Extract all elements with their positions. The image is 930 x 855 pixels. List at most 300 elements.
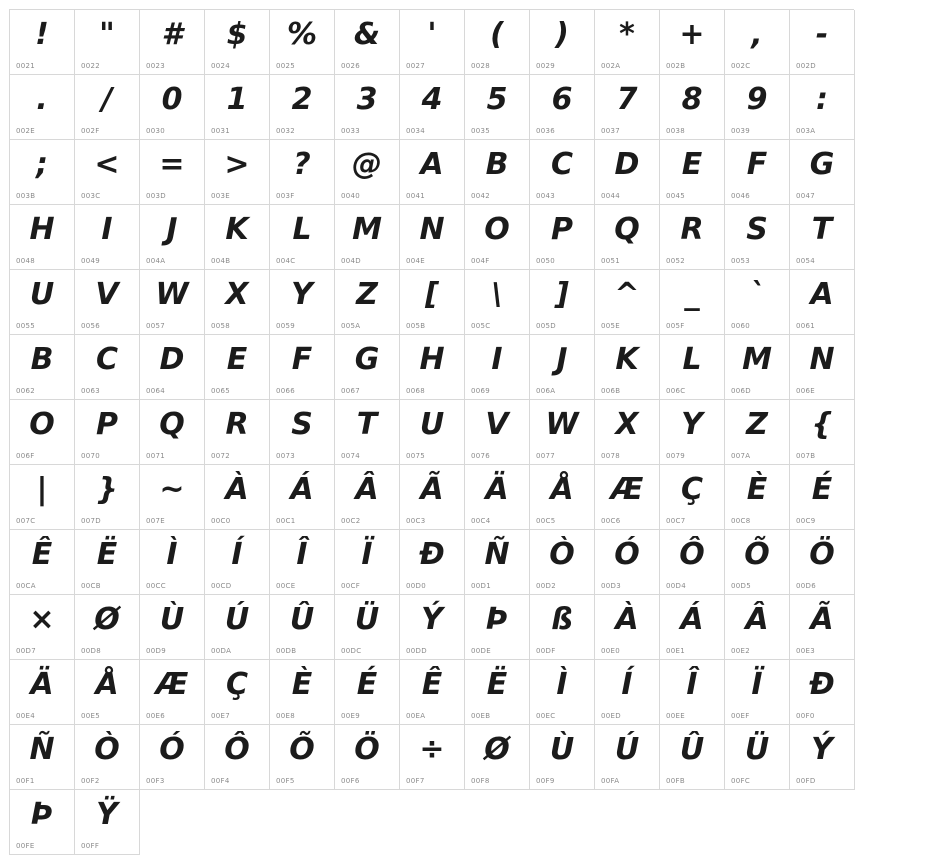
glyph-codepoint: 002D: [796, 62, 816, 70]
glyph-cell[interactable]: [790, 725, 855, 790]
glyph-cell[interactable]: [725, 530, 790, 595]
glyph-character: X: [225, 277, 249, 312]
glyph-character: Á: [680, 602, 704, 637]
glyph-cell[interactable]: [595, 595, 660, 660]
glyph-character: Â: [745, 602, 769, 637]
glyph-character: -: [815, 17, 829, 52]
glyph-codepoint: 00E0: [601, 647, 620, 655]
glyph-cell[interactable]: [75, 205, 140, 270]
glyph-cell[interactable]: [10, 595, 75, 660]
glyph-cell[interactable]: [205, 75, 270, 140]
glyph-codepoint: 0056: [81, 322, 101, 330]
glyph-codepoint: 002C: [731, 62, 751, 70]
glyph-map-page: [0, 9, 930, 850]
glyph-codepoint: 0051: [601, 257, 621, 265]
glyph-cell[interactable]: [140, 10, 205, 75]
glyph-character: Z: [356, 277, 378, 312]
glyph-cell[interactable]: [10, 660, 75, 725]
glyph-character: S: [746, 212, 768, 247]
glyph-character: B: [30, 342, 54, 377]
glyph-cell[interactable]: [335, 725, 400, 790]
glyph-cell-empty: [790, 790, 855, 855]
glyph-character: Ý: [421, 602, 443, 637]
glyph-cell[interactable]: [660, 725, 725, 790]
glyph-character: Ã: [810, 602, 834, 637]
glyph-character: D: [159, 342, 185, 377]
glyph-cell[interactable]: [790, 140, 855, 205]
glyph-cell[interactable]: [205, 205, 270, 270]
glyph-cell[interactable]: [75, 790, 140, 855]
glyph-cell[interactable]: [465, 595, 530, 660]
glyph-cell[interactable]: [140, 75, 205, 140]
glyph-cell[interactable]: [725, 270, 790, 335]
glyph-cell[interactable]: [595, 205, 660, 270]
glyph-character: N: [419, 212, 445, 247]
glyph-cell[interactable]: [790, 400, 855, 465]
glyph-character: Ò: [549, 537, 575, 572]
glyph-character: Ò: [94, 732, 120, 767]
glyph-cell[interactable]: [10, 725, 75, 790]
glyph-cell[interactable]: [790, 75, 855, 140]
glyph-cell[interactable]: [400, 465, 465, 530]
glyph-cell[interactable]: [725, 205, 790, 270]
glyph-cell[interactable]: [400, 595, 465, 660]
glyph-character: N: [809, 342, 835, 377]
glyph-cell[interactable]: [530, 725, 595, 790]
glyph-cell[interactable]: [75, 335, 140, 400]
glyph-character: P: [551, 212, 573, 247]
glyph-character: Ï: [751, 667, 763, 702]
glyph-codepoint: 0078: [601, 452, 621, 460]
glyph-cell[interactable]: [10, 790, 75, 855]
glyph-codepoint: 00FA: [601, 777, 620, 785]
glyph-cell[interactable]: [660, 140, 725, 205]
glyph-codepoint: 0079: [666, 452, 686, 460]
glyph-codepoint: 002F: [81, 127, 100, 135]
glyph-character: M: [352, 212, 382, 247]
glyph-codepoint: 00EE: [666, 712, 685, 720]
glyph-codepoint: 0041: [406, 192, 426, 200]
glyph-character: Ñ: [484, 537, 510, 572]
glyph-codepoint: 0031: [211, 127, 231, 135]
glyph-codepoint: 0055: [16, 322, 36, 330]
glyph-cell[interactable]: [205, 595, 270, 660]
glyph-cell[interactable]: [335, 270, 400, 335]
glyph-character: .: [36, 82, 48, 117]
glyph-cell[interactable]: [790, 530, 855, 595]
glyph-codepoint: 0029: [536, 62, 556, 70]
glyph-cell[interactable]: [725, 400, 790, 465]
glyph-cell[interactable]: [530, 75, 595, 140]
glyph-codepoint: 0065: [211, 387, 231, 395]
glyph-codepoint: 0069: [471, 387, 491, 395]
glyph-character: 8: [681, 82, 703, 117]
glyph-codepoint: 0063: [81, 387, 101, 395]
glyph-character: E: [681, 147, 703, 182]
glyph-cell[interactable]: [270, 465, 335, 530]
glyph-cell[interactable]: [660, 595, 725, 660]
glyph-codepoint: 0023: [146, 62, 166, 70]
glyph-codepoint: 00C8: [731, 517, 751, 525]
glyph-cell[interactable]: [10, 335, 75, 400]
glyph-cell[interactable]: [790, 595, 855, 660]
glyph-character: ?: [293, 147, 311, 182]
glyph-cell[interactable]: [530, 530, 595, 595]
glyph-cell[interactable]: [725, 465, 790, 530]
glyph-cell[interactable]: [335, 465, 400, 530]
glyph-character: &: [353, 17, 381, 52]
glyph-cell[interactable]: [75, 725, 140, 790]
glyph-codepoint: 006F: [16, 452, 35, 460]
glyph-cell[interactable]: [75, 75, 140, 140]
glyph-cell[interactable]: [660, 400, 725, 465]
glyph-character: Ë: [96, 537, 118, 572]
glyph-character: Î: [686, 667, 698, 702]
glyph-cell[interactable]: [205, 140, 270, 205]
glyph-codepoint: 0022: [81, 62, 101, 70]
glyph-cell[interactable]: [725, 10, 790, 75]
glyph-character: Í: [231, 537, 243, 572]
glyph-cell[interactable]: [660, 75, 725, 140]
glyph-codepoint: 0038: [666, 127, 686, 135]
glyph-cell[interactable]: [10, 400, 75, 465]
glyph-cell[interactable]: [270, 530, 335, 595]
glyph-codepoint: 0045: [666, 192, 686, 200]
glyph-character: Ä: [30, 667, 54, 702]
glyph-codepoint: 00D5: [731, 582, 751, 590]
glyph-character: ^: [614, 277, 640, 312]
glyph-cell[interactable]: [75, 595, 140, 660]
glyph-cell[interactable]: [790, 660, 855, 725]
glyph-cell[interactable]: [595, 10, 660, 75]
glyph-codepoint: 00D7: [16, 647, 36, 655]
glyph-cell[interactable]: [660, 205, 725, 270]
glyph-codepoint: 00E9: [341, 712, 360, 720]
glyph-character: 6: [551, 82, 573, 117]
glyph-cell[interactable]: [595, 270, 660, 335]
glyph-character: É: [811, 472, 833, 507]
glyph-cell[interactable]: [140, 335, 205, 400]
glyph-character: W: [155, 277, 189, 312]
glyph-cell[interactable]: [335, 205, 400, 270]
glyph-codepoint: 0064: [146, 387, 166, 395]
glyph-codepoint: 00D1: [471, 582, 491, 590]
glyph-cell[interactable]: [140, 595, 205, 660]
glyph-cell[interactable]: [140, 205, 205, 270]
glyph-cell[interactable]: [10, 530, 75, 595]
glyph-cell-empty: [725, 790, 790, 855]
glyph-cell[interactable]: [270, 10, 335, 75]
glyph-cell[interactable]: [400, 400, 465, 465]
glyph-codepoint: 003A: [796, 127, 816, 135]
glyph-character: ": [99, 17, 115, 52]
glyph-cell[interactable]: [660, 465, 725, 530]
glyph-cell-empty: [400, 790, 465, 855]
glyph-character: X: [615, 407, 639, 442]
glyph-character: ;: [36, 147, 48, 182]
glyph-cell[interactable]: [530, 660, 595, 725]
glyph-codepoint: 005E: [601, 322, 620, 330]
glyph-character: Ø: [484, 732, 510, 767]
glyph-cell[interactable]: [270, 725, 335, 790]
glyph-codepoint: 0077: [536, 452, 556, 460]
glyph-cell[interactable]: [400, 335, 465, 400]
glyph-cell[interactable]: [75, 140, 140, 205]
glyph-cell[interactable]: [10, 270, 75, 335]
glyph-cell[interactable]: [530, 205, 595, 270]
glyph-codepoint: 0030: [146, 127, 166, 135]
glyph-character: Æ: [155, 667, 189, 702]
glyph-character: Ü: [744, 732, 770, 767]
glyph-character: B: [485, 147, 509, 182]
glyph-character: C: [550, 147, 574, 182]
glyph-character: Ê: [421, 667, 443, 702]
glyph-cell[interactable]: [400, 205, 465, 270]
glyph-cell[interactable]: [530, 270, 595, 335]
glyph-character: V: [485, 407, 509, 442]
glyph-codepoint: 0033: [341, 127, 361, 135]
glyph-cell[interactable]: [530, 400, 595, 465]
glyph-codepoint: 003F: [276, 192, 295, 200]
glyph-cell[interactable]: [400, 270, 465, 335]
glyph-cell[interactable]: [75, 465, 140, 530]
glyph-cell[interactable]: [270, 595, 335, 660]
glyph-codepoint: 00F8: [471, 777, 490, 785]
glyph-cell-empty: [530, 790, 595, 855]
glyph-cell[interactable]: [465, 205, 530, 270]
glyph-codepoint: 0027: [406, 62, 426, 70]
glyph-cell[interactable]: [595, 400, 660, 465]
glyph-cell[interactable]: [790, 270, 855, 335]
glyph-codepoint: 00E5: [81, 712, 100, 720]
glyph-character: |: [36, 472, 48, 507]
glyph-cell[interactable]: [335, 10, 400, 75]
glyph-cell[interactable]: [595, 465, 660, 530]
glyph-cell-empty: [205, 790, 270, 855]
glyph-cell[interactable]: [140, 530, 205, 595]
glyph-cell[interactable]: [140, 140, 205, 205]
glyph-codepoint: 00CA: [16, 582, 36, 590]
glyph-cell[interactable]: [465, 10, 530, 75]
glyph-cell[interactable]: [465, 140, 530, 205]
glyph-cell[interactable]: [10, 10, 75, 75]
glyph-cell[interactable]: [790, 335, 855, 400]
glyph-cell[interactable]: [335, 530, 400, 595]
glyph-cell[interactable]: [400, 75, 465, 140]
glyph-character: Ì: [166, 537, 178, 572]
glyph-character: (: [490, 17, 504, 52]
glyph-cell[interactable]: [790, 205, 855, 270]
glyph-cell[interactable]: [205, 400, 270, 465]
glyph-cell[interactable]: [465, 725, 530, 790]
glyph-cell[interactable]: [530, 140, 595, 205]
glyph-cell[interactable]: [140, 725, 205, 790]
glyph-cell-empty: [660, 790, 725, 855]
glyph-cell[interactable]: [465, 530, 530, 595]
glyph-cell[interactable]: [725, 335, 790, 400]
glyph-cell[interactable]: [530, 465, 595, 530]
glyph-character: %: [286, 17, 318, 52]
glyph-codepoint: 0066: [276, 387, 296, 395]
glyph-codepoint: 006C: [666, 387, 686, 395]
glyph-cell[interactable]: [270, 270, 335, 335]
glyph-character: Q: [614, 212, 640, 247]
glyph-character: Í: [621, 667, 633, 702]
glyph-cell[interactable]: [140, 270, 205, 335]
glyph-codepoint: 0057: [146, 322, 166, 330]
glyph-character: Ø: [94, 602, 120, 637]
glyph-cell[interactable]: [140, 400, 205, 465]
glyph-character: Ð: [809, 667, 835, 702]
glyph-cell[interactable]: [335, 595, 400, 660]
glyph-cell[interactable]: [790, 10, 855, 75]
glyph-codepoint: 00E6: [146, 712, 165, 720]
glyph-codepoint: 0028: [471, 62, 491, 70]
glyph-cell[interactable]: [465, 270, 530, 335]
glyph-character: Õ: [744, 537, 770, 572]
glyph-cell[interactable]: [205, 725, 270, 790]
glyph-cell[interactable]: [595, 140, 660, 205]
glyph-cell[interactable]: [335, 660, 400, 725]
glyph-cell[interactable]: [75, 270, 140, 335]
glyph-cell[interactable]: [465, 335, 530, 400]
glyph-codepoint: 0050: [536, 257, 556, 265]
glyph-codepoint: 00C2: [341, 517, 361, 525]
glyph-cell[interactable]: [205, 465, 270, 530]
glyph-codepoint: 0060: [731, 322, 751, 330]
glyph-codepoint: 003D: [146, 192, 166, 200]
glyph-character: Å: [550, 472, 574, 507]
glyph-character: À: [225, 472, 249, 507]
glyph-character: ×: [29, 602, 55, 637]
glyph-codepoint: 00DF: [536, 647, 556, 655]
glyph-codepoint: 00CE: [276, 582, 296, 590]
glyph-codepoint: 0021: [16, 62, 36, 70]
glyph-codepoint: 00CD: [211, 582, 232, 590]
glyph-cell[interactable]: [75, 400, 140, 465]
glyph-cell[interactable]: [465, 75, 530, 140]
glyph-cell[interactable]: [270, 75, 335, 140]
glyph-codepoint: 002A: [601, 62, 621, 70]
glyph-cell[interactable]: [400, 10, 465, 75]
glyph-cell[interactable]: [530, 335, 595, 400]
glyph-character: Q: [159, 407, 185, 442]
glyph-cell[interactable]: [140, 465, 205, 530]
glyph-character: É: [356, 667, 378, 702]
glyph-codepoint: 0067: [341, 387, 361, 395]
glyph-cell[interactable]: [270, 335, 335, 400]
glyph-cell[interactable]: [75, 660, 140, 725]
glyph-cell[interactable]: [75, 530, 140, 595]
glyph-cell[interactable]: [10, 140, 75, 205]
glyph-cell[interactable]: [660, 335, 725, 400]
glyph-cell[interactable]: [400, 140, 465, 205]
glyph-cell[interactable]: [400, 725, 465, 790]
glyph-codepoint: 00FB: [666, 777, 685, 785]
glyph-character: K: [225, 212, 249, 247]
glyph-cell[interactable]: [75, 10, 140, 75]
glyph-cell[interactable]: [270, 400, 335, 465]
glyph-cell[interactable]: [270, 660, 335, 725]
glyph-character: <: [94, 147, 120, 182]
glyph-cell[interactable]: [595, 530, 660, 595]
glyph-cell[interactable]: [465, 400, 530, 465]
glyph-cell[interactable]: [595, 725, 660, 790]
glyph-codepoint: 00FE: [16, 842, 35, 850]
glyph-cell[interactable]: [725, 660, 790, 725]
glyph-cell[interactable]: [725, 725, 790, 790]
glyph-cell[interactable]: [660, 270, 725, 335]
glyph-cell[interactable]: [400, 660, 465, 725]
glyph-cell[interactable]: [595, 75, 660, 140]
glyph-character: À: [615, 602, 639, 637]
glyph-character: Ã: [420, 472, 444, 507]
glyph-character: ß: [551, 602, 573, 637]
glyph-character: Þ: [485, 602, 509, 637]
glyph-cell[interactable]: [725, 140, 790, 205]
glyph-codepoint: 00E7: [211, 712, 230, 720]
glyph-cell[interactable]: [140, 660, 205, 725]
glyph-cell[interactable]: [660, 10, 725, 75]
glyph-cell[interactable]: [725, 595, 790, 660]
glyph-cell[interactable]: [205, 10, 270, 75]
glyph-cell[interactable]: [270, 205, 335, 270]
glyph-codepoint: 0074: [341, 452, 361, 460]
glyph-cell[interactable]: [205, 270, 270, 335]
glyph-codepoint: 0032: [276, 127, 296, 135]
glyph-cell[interactable]: [205, 335, 270, 400]
glyph-character: Ñ: [29, 732, 55, 767]
glyph-codepoint: 007E: [146, 517, 165, 525]
glyph-character: *: [619, 17, 635, 52]
glyph-cell[interactable]: [465, 660, 530, 725]
glyph-cell[interactable]: [595, 660, 660, 725]
glyph-codepoint: 00F0: [796, 712, 815, 720]
glyph-cell[interactable]: [660, 530, 725, 595]
glyph-character: Z: [746, 407, 768, 442]
glyph-codepoint: 004F: [471, 257, 490, 265]
glyph-cell[interactable]: [790, 465, 855, 530]
glyph-cell[interactable]: [335, 335, 400, 400]
glyph-character: J: [556, 342, 568, 377]
glyph-cell[interactable]: [335, 140, 400, 205]
glyph-cell[interactable]: [335, 75, 400, 140]
glyph-cell[interactable]: [10, 205, 75, 270]
glyph-cell[interactable]: [725, 75, 790, 140]
glyph-codepoint: 004A: [146, 257, 166, 265]
glyph-codepoint: 00F3: [146, 777, 165, 785]
glyph-codepoint: 00C9: [796, 517, 816, 525]
glyph-cell[interactable]: [205, 660, 270, 725]
glyph-cell[interactable]: [530, 10, 595, 75]
glyph-character: H: [419, 342, 445, 377]
glyph-cell[interactable]: [465, 465, 530, 530]
glyph-cell[interactable]: [660, 660, 725, 725]
glyph-character: I: [491, 342, 503, 377]
glyph-cell[interactable]: [10, 465, 75, 530]
glyph-cell[interactable]: [205, 530, 270, 595]
glyph-character: Y: [291, 277, 313, 312]
glyph-cell[interactable]: [530, 595, 595, 660]
glyph-codepoint: 0043: [536, 192, 556, 200]
glyph-cell[interactable]: [400, 530, 465, 595]
glyph-cell[interactable]: [270, 140, 335, 205]
glyph-codepoint: 0059: [276, 322, 296, 330]
glyph-codepoint: 0024: [211, 62, 231, 70]
glyph-cell[interactable]: [335, 400, 400, 465]
glyph-cell[interactable]: [10, 75, 75, 140]
glyph-cell[interactable]: [595, 335, 660, 400]
